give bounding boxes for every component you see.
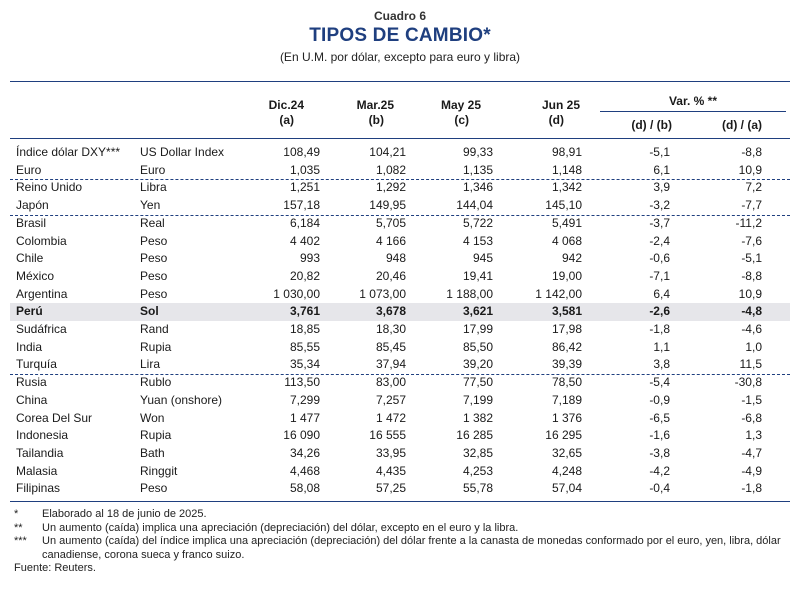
- row-mar25: 948: [385, 251, 406, 266]
- row-jun25: 145,10: [545, 198, 582, 213]
- row-var-da: -5,1: [741, 251, 762, 266]
- row-var-da: -7,6: [741, 233, 762, 248]
- row-jun25: 17,98: [551, 322, 582, 336]
- header-jun25: [500, 98, 580, 128]
- header-var-db: (d) / (b): [631, 118, 672, 132]
- row-jun25: 78,50: [551, 375, 582, 390]
- row-var-da: -6,8: [741, 410, 762, 425]
- table-row: [10, 321, 790, 339]
- row-var-db: -4,2: [649, 463, 670, 478]
- row-mar25: 4,435: [375, 463, 406, 478]
- table-row: [10, 250, 790, 268]
- top-rule: [10, 81, 790, 82]
- row-may25: 5,722: [462, 215, 493, 230]
- table-row: [10, 197, 790, 216]
- row-country: Reino Unido: [16, 180, 83, 195]
- row-may25: 99,33: [462, 145, 493, 159]
- row-country: Tailandia: [16, 445, 64, 460]
- header-mar25: [328, 98, 394, 128]
- row-mar25: 5,705: [375, 215, 406, 230]
- row-var-db: 6,4: [653, 286, 670, 301]
- row-mar25: 1 472: [375, 410, 406, 425]
- row-currency: Rublo: [140, 375, 172, 390]
- row-jun25: 57,04: [551, 481, 582, 496]
- row-var-da: -4,7: [741, 445, 762, 460]
- footnote-mark: **: [14, 521, 23, 534]
- row-country: Indonesia: [16, 428, 69, 443]
- row-dic24: 4,468: [289, 463, 320, 478]
- row-currency: Peso: [140, 286, 168, 301]
- row-mar25: 20,46: [375, 268, 406, 283]
- row-jun25: 32,65: [551, 445, 582, 460]
- row-dic24: 35,34: [289, 357, 320, 372]
- row-var-da: 10,9: [738, 286, 762, 301]
- row-currency: Rand: [140, 322, 169, 336]
- header-may25: [415, 98, 481, 128]
- row-mar25: 33,95: [375, 445, 406, 460]
- header-may25-sub: (c): [454, 113, 469, 127]
- row-mar25: 16 555: [369, 428, 406, 443]
- row-currency: Euro: [140, 162, 166, 177]
- row-var-db: -2,4: [649, 233, 670, 248]
- table-row: [10, 162, 790, 181]
- row-country: Argentina: [16, 286, 68, 301]
- table-row: [10, 427, 790, 445]
- row-mar25: 18,30: [375, 322, 406, 336]
- table-row: [10, 286, 790, 304]
- row-may25: 144,04: [456, 198, 493, 213]
- row-mar25: 85,45: [375, 339, 406, 354]
- header-jun25-label: Jun 25: [541, 98, 580, 112]
- row-jun25: 5,491: [551, 215, 582, 230]
- row-var-db: -3,2: [649, 198, 670, 213]
- row-dic24: 20,82: [289, 268, 320, 283]
- row-var-da: -7,7: [741, 198, 762, 213]
- header-mar25-sub: (b): [368, 113, 384, 127]
- row-var-db: -7,1: [649, 268, 670, 283]
- table-row: [10, 392, 790, 410]
- header-may25-label: May 25: [440, 98, 481, 112]
- bottom-rule: [10, 501, 790, 502]
- row-var-da: -11,2: [735, 215, 762, 230]
- source-note: Fuente: Reuters.: [14, 562, 96, 574]
- row-dic24: 113,50: [284, 375, 320, 390]
- row-dic24: 85,55: [289, 339, 320, 354]
- row-dic24: 4 402: [289, 233, 320, 248]
- row-jun25: 19,00: [551, 268, 582, 283]
- row-mar25: 149,95: [369, 198, 406, 213]
- row-country: Colombia: [16, 233, 67, 248]
- table-row: [10, 215, 790, 233]
- row-may25: 4,253: [462, 463, 493, 478]
- row-may25: 55,78: [462, 481, 493, 496]
- row-mar25: 83,00: [375, 375, 406, 390]
- row-jun25: 4 068: [551, 233, 582, 248]
- row-country: Chile: [16, 251, 44, 266]
- row-may25: 39,20: [462, 357, 493, 372]
- table-row: [10, 374, 790, 392]
- row-jun25: 86,42: [551, 339, 582, 354]
- row-currency: Rupia: [140, 339, 172, 354]
- header-dic24-label: Dic.24: [268, 98, 304, 112]
- row-may25: 17,99: [462, 322, 493, 336]
- row-jun25: 1 376: [551, 410, 582, 425]
- row-country: China: [16, 392, 48, 407]
- row-var-da: -4,9: [741, 463, 762, 478]
- footnote: [14, 522, 794, 536]
- row-country: Malasia: [16, 463, 58, 478]
- row-jun25: 16 295: [545, 428, 582, 443]
- table-row-highlight-peru: [10, 303, 790, 321]
- header-rule: [10, 138, 790, 139]
- row-dic24: 1,035: [289, 162, 320, 177]
- table-row: [10, 356, 790, 375]
- row-currency: Real: [140, 215, 165, 230]
- row-var-da: -4,8: [741, 304, 762, 319]
- row-may25: 32,85: [462, 445, 493, 460]
- row-may25: 1 188,00: [446, 286, 493, 301]
- row-country: Turquía: [16, 357, 57, 372]
- row-may25: 77,50: [462, 375, 493, 390]
- row-var-db: -6,5: [649, 410, 670, 425]
- row-dic24: 6,184: [289, 215, 320, 230]
- row-currency: Rupia: [140, 428, 172, 443]
- row-dic24: 1 030,00: [273, 286, 320, 301]
- footnote-text: Un aumento (caída) implica una apreciación (depreciación) del dólar, excepto en el euro y la libra.: [42, 521, 519, 534]
- row-mar25: 1 073,00: [359, 286, 406, 301]
- row-currency: Peso: [140, 481, 168, 496]
- row-mar25: 37,94: [375, 357, 406, 372]
- row-var-db: -1,6: [649, 428, 670, 443]
- header-var: Var. % **: [668, 94, 718, 108]
- row-dic24: 993: [299, 251, 320, 266]
- row-may25: 1,346: [462, 180, 493, 195]
- row-var-da: 11,5: [739, 357, 762, 372]
- header-jun25-sub: (d): [548, 113, 564, 127]
- footnote-mark: *: [14, 508, 19, 520]
- row-currency: Ringgit: [140, 463, 178, 478]
- row-mar25: 1,082: [375, 162, 406, 177]
- table-row: [10, 410, 790, 428]
- row-country: Brasil: [16, 215, 47, 230]
- row-mar25: 104,21: [369, 145, 406, 159]
- row-may25: 19,41: [462, 268, 493, 283]
- row-jun25: 98,91: [551, 145, 582, 159]
- row-may25: 1,135: [462, 162, 493, 177]
- row-dic24: 34,26: [289, 445, 320, 460]
- row-may25: 1 382: [462, 410, 493, 425]
- row-var-da: -30,8: [734, 375, 762, 390]
- footnote-mark: ***: [14, 535, 27, 547]
- row-currency: US Dollar Index: [140, 145, 225, 159]
- row-jun25: 3,581: [551, 304, 582, 319]
- row-may25: 4 153: [462, 233, 493, 248]
- row-country: Euro: [16, 162, 42, 177]
- row-dic24: 157,18: [283, 198, 320, 213]
- row-country: Índice dólar DXY***: [16, 145, 121, 159]
- row-var-da: -8,8: [741, 268, 762, 283]
- table-row: [10, 268, 790, 286]
- row-dic24: 3,761: [289, 304, 320, 319]
- row-country: Rusia: [16, 375, 47, 390]
- row-dic24: 108,49: [283, 145, 320, 159]
- row-var-db: 3,9: [653, 180, 670, 195]
- row-var-db: -3,7: [649, 215, 670, 230]
- row-country: India: [16, 339, 43, 354]
- row-var-db: -2,6: [649, 304, 670, 319]
- cuadro-label: Cuadro 6: [373, 9, 426, 23]
- row-var-db: -5,4: [649, 375, 670, 390]
- table-row: [10, 339, 790, 357]
- row-mar25: 4 166: [375, 233, 406, 248]
- row-mar25: 57,25: [375, 481, 406, 496]
- row-jun25: 7,189: [551, 392, 582, 407]
- row-country: Filipinas: [16, 481, 61, 496]
- page-subtitle: (En U.M. por dólar, excepto para euro y libra): [279, 50, 521, 64]
- row-may25: 85,50: [462, 339, 493, 354]
- row-mar25: 1,292: [375, 180, 406, 195]
- footnote: [14, 508, 794, 522]
- table-row: [10, 480, 790, 498]
- row-currency: Yuan (onshore): [140, 392, 223, 407]
- row-currency: Libra: [140, 180, 167, 195]
- row-jun25: 1,148: [551, 162, 582, 177]
- row-dic24: 16 090: [283, 428, 320, 443]
- row-dic24: 1,251: [289, 180, 320, 195]
- row-var-db: 6,1: [653, 162, 670, 177]
- row-dic24: 58,08: [289, 481, 320, 496]
- row-currency: Lira: [140, 357, 161, 372]
- row-currency: Yen: [140, 198, 161, 213]
- footnotes: [14, 508, 794, 576]
- row-var-db: -0,6: [649, 251, 670, 266]
- row-var-da: -4,6: [741, 322, 762, 336]
- row-var-da: 1,3: [745, 428, 762, 443]
- row-currency: Peso: [140, 268, 168, 283]
- table-row: [10, 233, 790, 251]
- row-may25: 7,199: [462, 392, 493, 407]
- row-country: Perú: [16, 304, 43, 319]
- row-var-db: -0,4: [649, 481, 670, 496]
- row-mar25: 3,678: [375, 304, 406, 319]
- row-country: México: [16, 268, 55, 283]
- row-jun25: 39,39: [551, 357, 582, 372]
- table-row: [10, 179, 790, 197]
- table-row: [10, 463, 790, 481]
- row-dic24: 18,85: [289, 322, 320, 336]
- header-dic24: [240, 98, 304, 128]
- row-country: Japón: [16, 198, 49, 213]
- row-jun25: 1,342: [551, 180, 582, 195]
- row-jun25: 942: [561, 251, 582, 266]
- row-var-da: -1,5: [741, 392, 762, 407]
- row-jun25: 1 142,00: [535, 286, 582, 301]
- header-var-da: (d) / (a): [722, 118, 762, 132]
- row-jun25: 4,248: [551, 463, 582, 478]
- var-rule: [600, 111, 786, 112]
- row-var-da: -1,8: [741, 481, 762, 496]
- row-var-da: 7,2: [745, 180, 762, 195]
- row-country: Sudáfrica: [16, 322, 67, 336]
- row-var-db: -0,9: [649, 392, 670, 407]
- row-currency: Sol: [140, 304, 159, 319]
- row-currency: Won: [140, 410, 165, 425]
- row-currency: Bath: [140, 445, 165, 460]
- table-row: [10, 445, 790, 463]
- row-var-db: 3,8: [653, 357, 670, 372]
- row-var-db: -5,1: [649, 145, 670, 159]
- footnote-text: Elaborado al 18 de junio de 2025.: [42, 508, 207, 520]
- header-dic24-sub: (a): [279, 113, 294, 127]
- row-var-da: -8,8: [741, 145, 762, 159]
- row-var-da: 1,0: [745, 339, 762, 354]
- header-mar25-label: Mar.25: [356, 98, 394, 112]
- row-currency: Peso: [140, 251, 168, 266]
- row-var-db: -3,8: [649, 445, 670, 460]
- table-row: [10, 144, 790, 162]
- row-may25: 3,621: [462, 304, 493, 319]
- row-currency: Peso: [140, 233, 168, 248]
- row-mar25: 7,257: [375, 392, 406, 407]
- footnote: [14, 535, 794, 562]
- row-var-db: -1,8: [649, 322, 670, 336]
- row-var-da: 10,9: [738, 162, 762, 177]
- row-country: Corea Del Sur: [16, 410, 93, 425]
- row-dic24: 7,299: [289, 392, 320, 407]
- page-title: TIPOS DE CAMBIO*: [309, 25, 491, 46]
- row-dic24: 1 477: [289, 410, 320, 425]
- row-var-db: 1,1: [653, 339, 670, 354]
- row-may25: 945: [472, 251, 493, 266]
- row-may25: 16 285: [456, 428, 493, 443]
- footnote-text: Un aumento (caída) del índice implica una apreciación (depreciación) del dólar frente a la canasta de monedas conformado por el euro, yen, libra, dólar canadiense, corona sueca y franco suizo.: [42, 535, 781, 561]
